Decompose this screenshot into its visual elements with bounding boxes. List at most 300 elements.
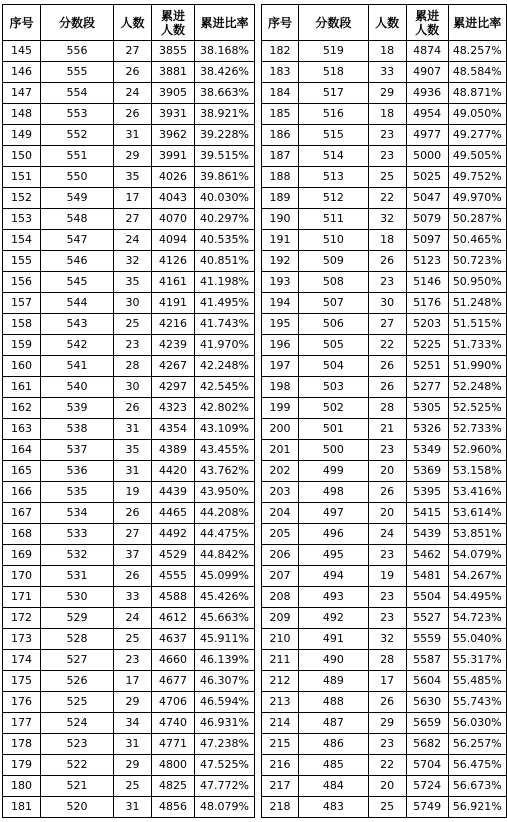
- table-row: [262, 608, 507, 629]
- cumulative-count-cell: 5724: [406, 776, 448, 797]
- score-cell: 550: [41, 167, 114, 188]
- seq-cell: 161: [3, 377, 41, 398]
- score-cell: 502: [299, 398, 369, 419]
- count-cell: 26: [368, 377, 406, 398]
- table-row: [3, 62, 255, 83]
- cumulative-count-cell: 4529: [152, 545, 195, 566]
- table-row: [3, 776, 255, 797]
- score-cell: 505: [299, 335, 369, 356]
- table-row: [3, 125, 255, 146]
- count-cell: 33: [368, 62, 406, 83]
- seq-cell: 194: [262, 293, 299, 314]
- seq-cell: 167: [3, 503, 41, 524]
- cumulative-ratio-cell: 54.267%: [448, 566, 506, 587]
- cumulative-ratio-cell: 43.109%: [195, 419, 255, 440]
- seq-cell: 163: [3, 419, 41, 440]
- table-row: [3, 797, 255, 818]
- cumulative-ratio-cell: 48.257%: [448, 41, 506, 62]
- cumulative-count-cell: 4874: [406, 41, 448, 62]
- score-cell: 540: [41, 377, 114, 398]
- cumulative-count-cell: 4070: [152, 209, 195, 230]
- table-row: [3, 104, 255, 125]
- cumulative-count-cell: 3881: [152, 62, 195, 83]
- cumulative-ratio-cell: 40.030%: [195, 188, 255, 209]
- seq-cell: 155: [3, 251, 41, 272]
- seq-cell: 217: [262, 776, 299, 797]
- count-cell: 22: [368, 755, 406, 776]
- cumulative-ratio-cell: 52.525%: [448, 398, 506, 419]
- count-cell: 18: [368, 41, 406, 62]
- score-cell: 486: [299, 734, 369, 755]
- count-cell: 22: [368, 335, 406, 356]
- seq-cell: 175: [3, 671, 41, 692]
- score-cell: 537: [41, 440, 114, 461]
- cumulative-count-cell: 3855: [152, 41, 195, 62]
- score-cell: 542: [41, 335, 114, 356]
- cumulative-ratio-cell: 42.248%: [195, 356, 255, 377]
- score-cell: 503: [299, 377, 369, 398]
- seq-cell: 178: [3, 734, 41, 755]
- table-row: [262, 629, 507, 650]
- table-row: [3, 440, 255, 461]
- seq-cell: 183: [262, 62, 299, 83]
- score-cell: 555: [41, 62, 114, 83]
- seq-cell: 208: [262, 587, 299, 608]
- cumulative-count-cell: 4954: [406, 104, 448, 125]
- score-cell: 515: [299, 125, 369, 146]
- score-cell: 483: [299, 797, 369, 818]
- cumulative-count-cell: 4094: [152, 230, 195, 251]
- table-row: [3, 314, 255, 335]
- score-table-right: [261, 4, 507, 818]
- score-cell: 504: [299, 356, 369, 377]
- score-cell: 510: [299, 230, 369, 251]
- count-cell: 28: [368, 650, 406, 671]
- table-row: [3, 167, 255, 188]
- table-row: [3, 545, 255, 566]
- cumulative-count-cell: 5176: [406, 293, 448, 314]
- cumulative-count-cell: 5203: [406, 314, 448, 335]
- cumulative-ratio-cell: 44.208%: [195, 503, 255, 524]
- score-cell: 494: [299, 566, 369, 587]
- cumulative-count-cell: 3931: [152, 104, 195, 125]
- count-cell: 24: [114, 230, 152, 251]
- cumulative-count-cell: 5000: [406, 146, 448, 167]
- cumulative-ratio-cell: 44.842%: [195, 545, 255, 566]
- count-cell: 32: [368, 629, 406, 650]
- seq-cell: 184: [262, 83, 299, 104]
- table-row: [262, 713, 507, 734]
- seq-cell: 177: [3, 713, 41, 734]
- score-cell: 496: [299, 524, 369, 545]
- seq-cell: 150: [3, 146, 41, 167]
- score-cell: 522: [41, 755, 114, 776]
- score-cell: 521: [41, 776, 114, 797]
- table-row: [3, 713, 255, 734]
- seq-cell: 169: [3, 545, 41, 566]
- cumulative-ratio-cell: 38.921%: [195, 104, 255, 125]
- count-cell: 32: [114, 251, 152, 272]
- table-row: [262, 503, 507, 524]
- seq-cell: 146: [3, 62, 41, 83]
- cumulative-ratio-cell: 51.248%: [448, 293, 506, 314]
- score-cell: 500: [299, 440, 369, 461]
- count-cell: 26: [114, 398, 152, 419]
- count-cell: 20: [368, 461, 406, 482]
- seq-cell: 153: [3, 209, 41, 230]
- seq-cell: 212: [262, 671, 299, 692]
- cumulative-count-cell: 5559: [406, 629, 448, 650]
- seq-cell: 207: [262, 566, 299, 587]
- cumulative-ratio-cell: 46.139%: [195, 650, 255, 671]
- table-row: [262, 482, 507, 503]
- count-cell: 31: [114, 125, 152, 146]
- seq-cell: 151: [3, 167, 41, 188]
- count-cell: 29: [368, 713, 406, 734]
- count-cell: 35: [114, 167, 152, 188]
- seq-cell: 192: [262, 251, 299, 272]
- table-row: [262, 419, 507, 440]
- cumulative-ratio-cell: 51.990%: [448, 356, 506, 377]
- table-row: [3, 419, 255, 440]
- count-cell: 20: [368, 503, 406, 524]
- cumulative-count-cell: 4216: [152, 314, 195, 335]
- cumulative-ratio-cell: 54.495%: [448, 587, 506, 608]
- cumulative-ratio-cell: 48.584%: [448, 62, 506, 83]
- cumulative-count-cell: 5749: [406, 797, 448, 818]
- score-cell: 531: [41, 566, 114, 587]
- score-cell: 520: [41, 797, 114, 818]
- seq-cell: 201: [262, 440, 299, 461]
- score-cell: 524: [41, 713, 114, 734]
- score-cell: 497: [299, 503, 369, 524]
- cumulative-count-cell: 5587: [406, 650, 448, 671]
- count-cell: 31: [114, 797, 152, 818]
- cumulative-count-cell: 4637: [152, 629, 195, 650]
- seq-cell: 218: [262, 797, 299, 818]
- header-cumulative-line1: 累进: [160, 8, 185, 23]
- score-cell: 546: [41, 251, 114, 272]
- table-row: [262, 167, 507, 188]
- count-cell: 25: [368, 797, 406, 818]
- count-cell: 25: [368, 167, 406, 188]
- count-cell: 23: [368, 608, 406, 629]
- count-cell: 19: [368, 566, 406, 587]
- score-cell: 484: [299, 776, 369, 797]
- table-row: [262, 83, 507, 104]
- seq-cell: 205: [262, 524, 299, 545]
- count-cell: 27: [368, 314, 406, 335]
- cumulative-count-cell: 5277: [406, 377, 448, 398]
- cumulative-ratio-cell: 46.594%: [195, 692, 255, 713]
- cumulative-count-cell: 5025: [406, 167, 448, 188]
- seq-cell: 148: [3, 104, 41, 125]
- score-cell: 499: [299, 461, 369, 482]
- cumulative-ratio-cell: 41.970%: [195, 335, 255, 356]
- cumulative-ratio-cell: 54.079%: [448, 545, 506, 566]
- cumulative-count-cell: 5079: [406, 209, 448, 230]
- seq-cell: 197: [262, 356, 299, 377]
- table-row: [3, 650, 255, 671]
- count-cell: 35: [114, 440, 152, 461]
- cumulative-ratio-cell: 56.921%: [448, 797, 506, 818]
- cumulative-count-cell: 3962: [152, 125, 195, 146]
- seq-cell: 216: [262, 755, 299, 776]
- score-cell: 544: [41, 293, 114, 314]
- table-row: [262, 62, 507, 83]
- count-cell: 28: [114, 356, 152, 377]
- table-row: [262, 650, 507, 671]
- count-cell: 23: [114, 335, 152, 356]
- seq-cell: 190: [262, 209, 299, 230]
- count-cell: 23: [368, 440, 406, 461]
- cumulative-count-cell: 4323: [152, 398, 195, 419]
- cumulative-count-cell: 4439: [152, 482, 195, 503]
- cumulative-ratio-cell: 47.525%: [195, 755, 255, 776]
- score-cell: 492: [299, 608, 369, 629]
- count-cell: 29: [114, 692, 152, 713]
- cumulative-ratio-cell: 39.515%: [195, 146, 255, 167]
- table-row: [3, 188, 255, 209]
- seq-cell: 198: [262, 377, 299, 398]
- header-cumulative-line2: 人数: [415, 22, 440, 37]
- seq-cell: 196: [262, 335, 299, 356]
- seq-cell: 180: [3, 776, 41, 797]
- cumulative-ratio-cell: 50.465%: [448, 230, 506, 251]
- table-row: [262, 293, 507, 314]
- cumulative-count-cell: 4043: [152, 188, 195, 209]
- cumulative-count-cell: 5123: [406, 251, 448, 272]
- cumulative-count-cell: 5047: [406, 188, 448, 209]
- cumulative-count-cell: 5659: [406, 713, 448, 734]
- cumulative-count-cell: 4856: [152, 797, 195, 818]
- cumulative-count-cell: 5415: [406, 503, 448, 524]
- cumulative-ratio-cell: 47.238%: [195, 734, 255, 755]
- seq-cell: 182: [262, 41, 299, 62]
- cumulative-count-cell: 4555: [152, 566, 195, 587]
- cumulative-count-cell: 4389: [152, 440, 195, 461]
- score-cell: 536: [41, 461, 114, 482]
- seq-cell: 209: [262, 608, 299, 629]
- seq-cell: 181: [3, 797, 41, 818]
- score-cell: 490: [299, 650, 369, 671]
- seq-cell: 195: [262, 314, 299, 335]
- count-cell: 23: [368, 545, 406, 566]
- cumulative-count-cell: 4297: [152, 377, 195, 398]
- score-cell: 553: [41, 104, 114, 125]
- cumulative-ratio-cell: 40.297%: [195, 209, 255, 230]
- cumulative-ratio-cell: 43.762%: [195, 461, 255, 482]
- table-row: [3, 524, 255, 545]
- table-row: [3, 671, 255, 692]
- score-cell: 541: [41, 356, 114, 377]
- cumulative-ratio-cell: 49.277%: [448, 125, 506, 146]
- count-cell: 30: [114, 377, 152, 398]
- cumulative-ratio-cell: 42.545%: [195, 377, 255, 398]
- cumulative-count-cell: 5251: [406, 356, 448, 377]
- cumulative-ratio-cell: 53.851%: [448, 524, 506, 545]
- score-cell: 539: [41, 398, 114, 419]
- table-row: [3, 566, 255, 587]
- seq-cell: 170: [3, 566, 41, 587]
- table-row: [3, 587, 255, 608]
- cumulative-ratio-cell: 38.168%: [195, 41, 255, 62]
- cumulative-ratio-cell: 45.426%: [195, 587, 255, 608]
- count-cell: 37: [114, 545, 152, 566]
- count-cell: 23: [368, 587, 406, 608]
- table-row: [262, 545, 507, 566]
- table-row: [262, 335, 507, 356]
- score-cell: 526: [41, 671, 114, 692]
- table-row: [3, 503, 255, 524]
- seq-cell: 168: [3, 524, 41, 545]
- cumulative-count-cell: 4492: [152, 524, 195, 545]
- cumulative-count-cell: 4706: [152, 692, 195, 713]
- cumulative-ratio-cell: 51.733%: [448, 335, 506, 356]
- table-row: [262, 797, 507, 818]
- cumulative-ratio-cell: 40.851%: [195, 251, 255, 272]
- cumulative-count-cell: 3905: [152, 83, 195, 104]
- score-cell: 489: [299, 671, 369, 692]
- table-row: [262, 146, 507, 167]
- cumulative-count-cell: 4354: [152, 419, 195, 440]
- score-cell: 547: [41, 230, 114, 251]
- cumulative-count-cell: 4026: [152, 167, 195, 188]
- table-row: [262, 671, 507, 692]
- score-cell: 551: [41, 146, 114, 167]
- header-row: [3, 5, 255, 41]
- seq-cell: 145: [3, 41, 41, 62]
- table-row: [262, 734, 507, 755]
- seq-cell: 156: [3, 272, 41, 293]
- score-cell: 514: [299, 146, 369, 167]
- header-count: 人数: [368, 5, 406, 41]
- cumulative-ratio-cell: 43.950%: [195, 482, 255, 503]
- header-cumulative-line1: 累进: [415, 8, 440, 23]
- cumulative-ratio-cell: 38.426%: [195, 62, 255, 83]
- cumulative-count-cell: 4239: [152, 335, 195, 356]
- count-cell: 20: [368, 776, 406, 797]
- cumulative-count-cell: 5682: [406, 734, 448, 755]
- score-cell: 498: [299, 482, 369, 503]
- cumulative-ratio-cell: 39.228%: [195, 125, 255, 146]
- cumulative-ratio-cell: 44.475%: [195, 524, 255, 545]
- cumulative-ratio-cell: 48.079%: [195, 797, 255, 818]
- seq-cell: 193: [262, 272, 299, 293]
- count-cell: 25: [114, 629, 152, 650]
- seq-cell: 172: [3, 608, 41, 629]
- count-cell: 27: [114, 41, 152, 62]
- table-row: [3, 608, 255, 629]
- cumulative-count-cell: 5369: [406, 461, 448, 482]
- cumulative-ratio-cell: 48.871%: [448, 83, 506, 104]
- cumulative-ratio-cell: 49.050%: [448, 104, 506, 125]
- cumulative-ratio-cell: 51.515%: [448, 314, 506, 335]
- count-cell: 33: [114, 587, 152, 608]
- table-row: [3, 41, 255, 62]
- score-cell: 549: [41, 188, 114, 209]
- score-cell: 519: [299, 41, 369, 62]
- count-cell: 24: [114, 608, 152, 629]
- score-cell: 534: [41, 503, 114, 524]
- count-cell: 26: [114, 566, 152, 587]
- cumulative-count-cell: 4771: [152, 734, 195, 755]
- table-row: [3, 398, 255, 419]
- table-row: [262, 692, 507, 713]
- seq-cell: 210: [262, 629, 299, 650]
- seq-cell: 206: [262, 545, 299, 566]
- cumulative-ratio-cell: 42.802%: [195, 398, 255, 419]
- score-cell: 491: [299, 629, 369, 650]
- cumulative-ratio-cell: 52.733%: [448, 419, 506, 440]
- count-cell: 18: [368, 230, 406, 251]
- seq-cell: 191: [262, 230, 299, 251]
- count-cell: 25: [114, 314, 152, 335]
- count-cell: 32: [368, 209, 406, 230]
- cumulative-ratio-cell: 50.950%: [448, 272, 506, 293]
- score-cell: 528: [41, 629, 114, 650]
- seq-cell: 149: [3, 125, 41, 146]
- cumulative-ratio-cell: 53.614%: [448, 503, 506, 524]
- cumulative-ratio-cell: 55.485%: [448, 671, 506, 692]
- count-cell: 26: [368, 692, 406, 713]
- table-body-right: [262, 41, 507, 818]
- header-score-band: 分数段: [41, 5, 114, 41]
- cumulative-count-cell: 5704: [406, 755, 448, 776]
- score-cell: 533: [41, 524, 114, 545]
- score-cell: 509: [299, 251, 369, 272]
- cumulative-count-cell: 5305: [406, 398, 448, 419]
- cumulative-ratio-cell: 52.248%: [448, 377, 506, 398]
- seq-cell: 189: [262, 188, 299, 209]
- header-seq: 序号: [3, 5, 41, 41]
- cumulative-count-cell: 5527: [406, 608, 448, 629]
- score-cell: 545: [41, 272, 114, 293]
- table-row: [262, 398, 507, 419]
- cumulative-ratio-cell: 56.030%: [448, 713, 506, 734]
- score-cell: 511: [299, 209, 369, 230]
- cumulative-count-cell: 5604: [406, 671, 448, 692]
- score-cell: 532: [41, 545, 114, 566]
- table-row: [3, 734, 255, 755]
- cumulative-ratio-cell: 45.663%: [195, 608, 255, 629]
- cumulative-count-cell: 4420: [152, 461, 195, 482]
- cumulative-ratio-cell: 50.723%: [448, 251, 506, 272]
- score-cell: 548: [41, 209, 114, 230]
- count-cell: 22: [368, 188, 406, 209]
- cumulative-ratio-cell: 55.743%: [448, 692, 506, 713]
- table-row: [3, 629, 255, 650]
- cumulative-ratio-cell: 41.198%: [195, 272, 255, 293]
- header-count: 人数: [114, 5, 152, 41]
- count-cell: 26: [114, 62, 152, 83]
- header-score-band: 分数段: [299, 5, 369, 41]
- seq-cell: 165: [3, 461, 41, 482]
- cumulative-count-cell: 4612: [152, 608, 195, 629]
- header-cumulative-count: [152, 5, 195, 41]
- seq-cell: 164: [3, 440, 41, 461]
- seq-cell: 154: [3, 230, 41, 251]
- table-row: [3, 83, 255, 104]
- cumulative-count-cell: 5146: [406, 272, 448, 293]
- score-cell: 523: [41, 734, 114, 755]
- cumulative-ratio-cell: 56.673%: [448, 776, 506, 797]
- table-row: [262, 566, 507, 587]
- cumulative-count-cell: 4800: [152, 755, 195, 776]
- cumulative-ratio-cell: 52.960%: [448, 440, 506, 461]
- cumulative-ratio-cell: 46.307%: [195, 671, 255, 692]
- table-row: [262, 272, 507, 293]
